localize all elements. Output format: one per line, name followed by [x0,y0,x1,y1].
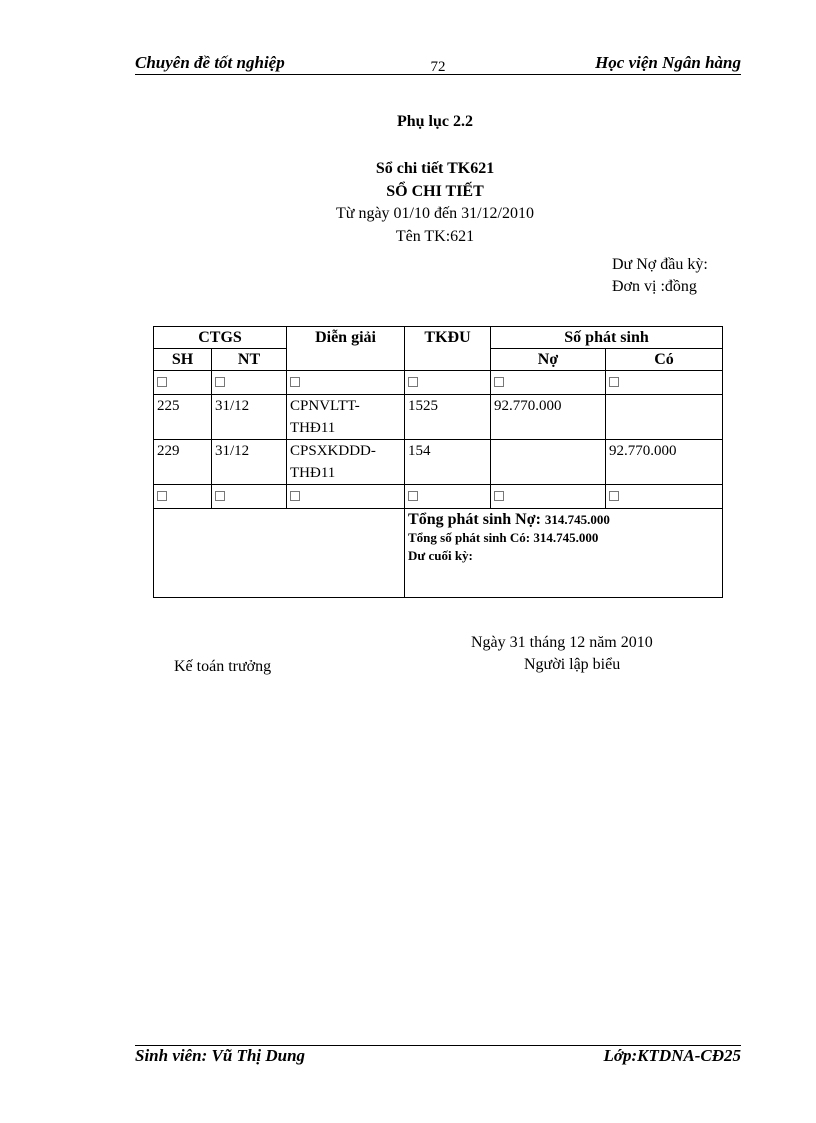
period-text: Từ ngày 01/10 đến 31/12/2010 [336,205,534,222]
ctgs-header: CTGS [154,327,287,349]
nt-header: NT [212,349,287,371]
appendix-title: Phụ lục 2.2 [396,113,473,130]
empty-box-icon [157,377,167,387]
totals-blank-cell [154,509,405,598]
preparer-label: Người lập biểu [524,656,621,673]
opening-debit-label: Dư Nợ đầu kỳ: [612,256,708,273]
unit-label: Đơn vị :đồng [612,278,697,295]
cell-credit: 92.770.000 [606,440,723,485]
empty-box-icon [494,377,504,387]
total-credit-line: Tổng số phát sinh Có: 314.745.000 [408,530,599,545]
empty-box-icon [157,491,167,501]
ledger-heading: SỔ CHI TIẾT [386,183,484,200]
cell-credit [606,395,723,440]
page-number: 72 [430,59,446,75]
empty-box-icon [290,377,300,387]
closing-balance-line: Dư cuối kỳ: [408,548,473,563]
sh-header: SH [154,349,212,371]
date-line: Ngày 31 tháng 12 năm 2010 [471,634,653,651]
empty-row [154,485,723,509]
empty-box-icon [215,491,225,501]
cell-sh: 229 [154,440,212,485]
cell-sh: 225 [154,395,212,440]
header-rule [135,74,741,75]
total-debit-value: 314.745.000 [544,512,610,527]
empty-box-icon [215,377,225,387]
cell-nt: 31/12 [212,440,287,485]
ledger-caption: Sổ chi tiết TK621 [375,160,495,177]
debit-header: Nợ [491,349,606,371]
cell-description: CPNVLTT-THĐ11 [287,395,405,440]
cell-debit [491,440,606,485]
footer-class: Lớp:KTDNA-CĐ25 [603,1046,741,1065]
credit-header: Có [606,349,723,371]
description-header: Diễn giải [287,327,405,371]
cell-debit: 92.770.000 [491,395,606,440]
footer-student: Sinh viên: Vũ Thị Dung [135,1046,306,1065]
total-debit-line [408,509,719,529]
table-row [154,440,723,485]
empty-box-icon [609,377,619,387]
cell-tkdu: 1525 [405,395,491,440]
counter-account-header: TKĐU [405,327,491,371]
chief-accountant-label: Kế toán trưởng [174,658,272,675]
ledger-table [153,326,723,598]
table-row [154,395,723,440]
cell-tkdu: 154 [405,440,491,485]
header-right: Học viện Ngân hàng [595,53,741,72]
empty-box-icon [494,491,504,501]
total-debit-label: Tổng phát sinh Nợ: [408,511,541,528]
empty-row [154,371,723,395]
empty-box-icon [408,491,418,501]
header-row-1 [154,327,723,349]
empty-box-icon [609,491,619,501]
header-left: Chuyên đề tốt nghiệp [135,53,285,72]
empty-box-icon [408,377,418,387]
empty-box-icon [290,491,300,501]
cell-description: CPSXKDDD-THĐ11 [287,440,405,485]
cell-nt: 31/12 [212,395,287,440]
totals-row [154,509,723,598]
arising-header: Số phát sinh [491,327,723,349]
account-name: Tên TK:621 [395,228,475,245]
totals-cell [405,509,723,598]
